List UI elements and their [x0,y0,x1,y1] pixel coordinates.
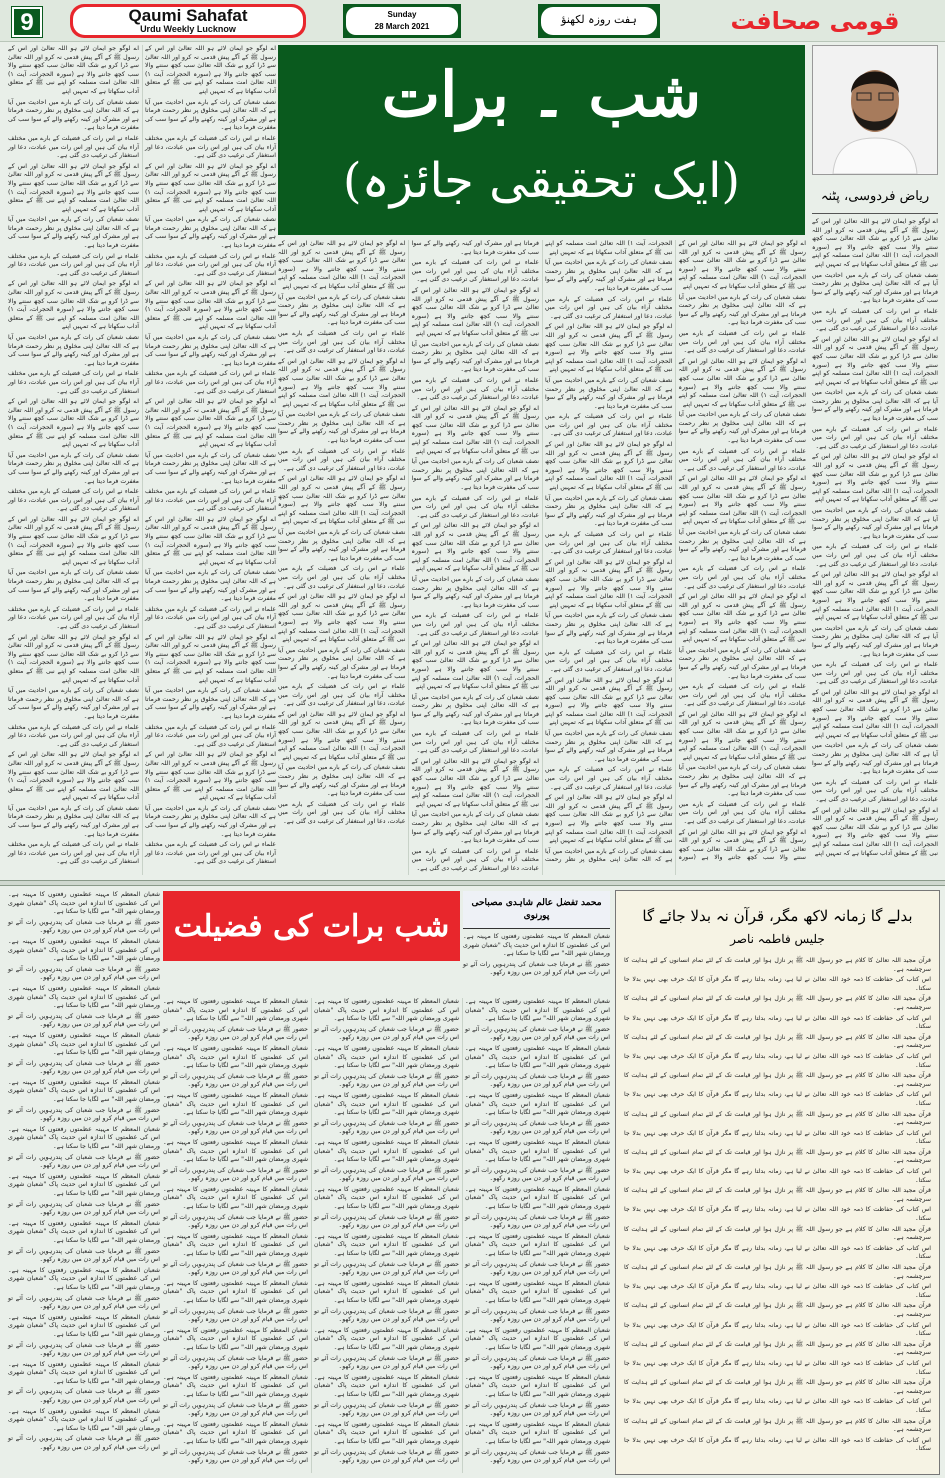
paragraph: حضور ﷺ نے فرمایا جب شعبان کی پندرہویں رات آئے تو اس رات میں قیام کرو اور دن میں روزہ رکھو۔ [8,1200,160,1217]
paragraph: نصف شعبان کی رات کے بارے میں احادیث میں آیا ہے کہ اللہ تعالیٰ اپنی مخلوق پر نظر رحمت فرماتا ہے اور مشرک اور کینہ رکھنے والے کے سوا سب کی مغفرت فرما دیتا ہے۔ [145,216,276,250]
paragraph: نصف شعبان کی رات کے بارے میں احادیث میں آیا ہے کہ اللہ تعالیٰ اپنی مخلوق پر نظر رحمت فرماتا ہے اور مشرک اور کینہ رکھنے والے کے سوا سب کی مغفرت فرما دیتا ہے۔ [678,764,806,798]
paragraph: علماء نے اس رات کی فضیلت کے بارے میں مختلف آراء بیان کی ہیں اور اس رات میں عبادت، دعا اور استغفار کی ترغیب دی گئی ہے۔ [678,683,806,708]
paragraph: قرآن مجید اللہ تعالیٰ کا کلام ہے جو رسول اللہ ﷺ پر نازل ہوا اور قیامت تک کے لئے تمام انسانوں کے لئے ہدایت کا سرچشمہ ہے۔ [624,1187,931,1203]
paragraph: اے لوگو جو ایمان لائے ہو اللہ تعالیٰ اور اس کے رسول ﷺ کے آگے پیش قدمی نہ کرو اور اللہ تعالیٰ سے ڈرا کرو بے شک اللہ تعالیٰ سب کچھ سننے والا سب کچھ جاننے والا ہے (سورہ الحجرات، آیت ۱) اللہ تعالیٰ امت مسلمہ کو اپنے نبی ﷺ کے متعلق آداب سکھاتا ہے کہ تمہیں اپنے [812,571,939,622]
lead-article-continued [8,45,276,875]
paragraph: اے لوگو جو ایمان لائے ہو اللہ تعالیٰ اور اس کے رسول ﷺ کے آگے پیش قدمی نہ کرو اور اللہ تعالیٰ سے ڈرا کرو بے شک اللہ تعالیٰ سب کچھ سننے والا سب کچھ جاننے والا ہے (سورہ الحجرات، آیت ۱) اللہ تعالیٰ امت مسلمہ کو اپنے نبی ﷺ کے متعلق آداب سکھاتا ہے کہ تمہیں اپنے [812,806,939,857]
paragraph: نصف شعبان کی رات کے بارے میں احادیث میں آیا ہے کہ اللہ تعالیٰ اپنی مخلوق پر نظر رحمت فرماتا ہے اور مشرک اور کینہ رکھنے والے کے سوا سب کی مغفرت فرما دیتا ہے۔ [278,529,406,562]
paragraph: نصف شعبان کی رات کے بارے میں احادیث میں آیا ہے کہ اللہ تعالیٰ اپنی مخلوق پر نظر رحمت فرماتا ہے اور مشرک اور کینہ رکھنے والے کے سوا سب کی مغفرت فرما دیتا ہے۔ [678,411,806,445]
paragraph: شعبان المعظم کا مہینہ عظمتوں رفعتوں کا مہینہ ہے۔ اس کی عظمتوں کا اندازہ اس حدیث پاک "شعبان شھری ورمضان شھر اللہ" سے لگایا جا سکتا ہے۔ [314,998,459,1023]
paragraph: نصف شعبان کی رات کے بارے میں احادیث میں آیا ہے کہ اللہ تعالیٰ اپنی مخلوق پر نظر رحمت فرماتا ہے اور مشرک اور کینہ رکھنے والے کے سوا سب کی مغفرت فرما دیتا ہے۔ [145,451,276,485]
paragraph: شعبان المعظم کا مہینہ عظمتوں رفعتوں کا مہینہ ہے۔ اس کی عظمتوں کا اندازہ اس حدیث پاک "شعبان شھری ورمضان شھر اللہ" سے لگایا جا سکتا ہے۔ [163,1185,308,1211]
paragraph: علماء نے اس رات کی فضیلت کے بارے میں مختلف آراء بیان کی ہیں اور اس رات میں عبادت، دعا اور استغفار کی ترغیب دی گئی ہے۔ [8,723,139,748]
weekly-label: ہفت روزہ لکھنؤ [541,7,657,35]
paragraph: اے لوگو جو ایمان لائے ہو اللہ تعالیٰ اور اس کے رسول ﷺ کے آگے پیش قدمی نہ کرو اور اللہ تعالیٰ سے ڈرا کرو بے شک اللہ تعالیٰ سب کچھ سننے والا سب کچھ جاننے والا ہے (سورہ الحجرات، آیت ۱) اللہ تعالیٰ امت مسلمہ کو اپنے نبی ﷺ کے متعلق آداب سکھاتا ہے کہ تمہیں اپنے [411,286,540,337]
section-divider [0,880,945,886]
brand-box [70,4,306,38]
paragraph: نصف شعبان کی رات کے بارے میں احادیث میں آیا ہے کہ اللہ تعالیٰ اپنی مخلوق پر نظر رحمت فرماتا ہے اور مشرک اور کینہ رکھنے والے کے سوا سب کی مغفرت فرما دیتا ہے۔ [145,334,276,367]
lead-headline [278,45,805,235]
paragraph: اس کتاب کی حفاظت کا ذمہ خود اللہ تعالیٰ نے لیا ہے، زمانہ بدلتا رہے گا مگر قرآن کا ایک حرف بھی نہیں بدلا جا سکتا۔ [624,1359,931,1376]
paragraph: اے لوگو جو ایمان لائے ہو اللہ تعالیٰ اور اس کے رسول ﷺ کے آگے پیش قدمی نہ کرو اور اللہ تعالیٰ سے ڈرا کرو بے شک اللہ تعالیٰ سب کچھ سننے والا سب کچھ جاننے والا ہے (سورہ الحجرات، آیت ۱) اللہ تعالیٰ امت مسلمہ کو اپنے نبی ﷺ کے متعلق آداب سکھاتا ہے کہ تمہیں اپنے [8,633,139,684]
paragraph: علماء نے اس رات کی فضیلت کے بارے میں مختلف آراء بیان کی ہیں اور اس رات میں عبادت، دعا اور استغفار کی ترغیب دی گئی ہے۔ [8,605,139,630]
paragraph: علماء نے اس رات کی فضیلت کے بارے میں مختلف آراء بیان کی ہیں اور اس رات میں عبادت، دعا اور استغفار کی ترغیب دی گئی ہے۔ [545,766,673,791]
article-three-box [615,890,940,1475]
paragraph: علماء نے اس رات کی فضیلت کے بارے میں مختلف آراء بیان کی ہیں اور اس رات میں عبادت، دعا اور استغفار کی ترغیب دی گئی ہے۔ [411,847,539,872]
paragraph: اے لوگو جو ایمان لائے ہو اللہ تعالیٰ اور اس کے رسول ﷺ کے آگے پیش قدمی نہ کرو اور اللہ تعالیٰ سے ڈرا کرو بے شک اللہ تعالیٰ سب کچھ سننے والا سب کچھ جاننے والا ہے (سورہ الحجرات، آیت ۱) اللہ تعالیٰ امت مسلمہ کو اپنے نبی ﷺ کے متعلق آداب سکھاتا ہے کہ تمہیں اپنے [678,710,807,761]
paragraph: حضور ﷺ نے فرمایا جب شعبان کی پندرہویں رات آئے تو اس رات میں قیام کرو اور دن میں روزہ رکھو۔ [314,1166,459,1183]
paragraph: نصف شعبان کی رات کے بارے میں احادیث میں آیا ہے کہ اللہ تعالیٰ اپنی مخلوق پر نظر رحمت فرماتا ہے اور مشرک اور کینہ رکھنے والے کے سوا سب کی مغفرت فرما دیتا ہے۔ [812,624,938,658]
paragraph: شعبان المعظم کا مہینہ عظمتوں رفعتوں کا مہینہ ہے۔ اس کی عظمتوں کا اندازہ اس حدیث پاک "شعبان شھری ورمضان شھر اللہ" سے لگایا جا سکتا ہے۔ [465,1091,610,1117]
paragraph: شعبان المعظم کا مہینہ عظمتوں رفعتوں کا مہینہ ہے۔ اس کی عظمتوں کا اندازہ اس حدیث پاک "شعبان شھری ورمضان شھر اللہ" سے لگایا جا سکتا ہے۔ [8,1407,160,1432]
date-box [343,4,461,38]
paragraph: نصف شعبان کی رات کے بارے میں احادیث میں آیا ہے کہ اللہ تعالیٰ اپنی مخلوق پر نظر رحمت فرماتا ہے اور مشرک اور کینہ رکھنے والے کے سوا سب کی مغفرت فرما دیتا ہے۔ [145,98,276,132]
paragraph: علماء نے اس رات کی فضیلت کے بارے میں مختلف آراء بیان کی ہیں اور اس رات میں عبادت، دعا اور استغفار کی ترغیب دی گئی ہے۔ [411,612,539,637]
paragraph: اے لوگو جو ایمان لائے ہو اللہ تعالیٰ اور اس کے رسول ﷺ کے آگے پیش قدمی نہ کرو اور اللہ تعالیٰ سے ڈرا کرو بے شک اللہ تعالیٰ سب کچھ سننے والا سب کچھ جاننے والا ہے (سورہ الحجرات، آیت ۱) اللہ تعالیٰ امت مسلمہ کو اپنے نبی ﷺ کے متعلق آداب سکھاتا ہے کہ تمہیں اپنے [411,757,540,808]
paragraph: اس کتاب کی حفاظت کا ذمہ خود اللہ تعالیٰ نے لیا ہے، زمانہ بدلتا رہے گا مگر قرآن کا ایک حرف بھی نہیں بدلا جا سکتا۔ [624,1129,931,1146]
paragraph: شعبان المعظم کا مہینہ عظمتوں رفعتوں کا مہینہ ہے۔ اس کی عظمتوں کا اندازہ اس حدیث پاک "شعبان شھری ورمضان شھر اللہ" سے لگایا جا سکتا ہے۔ [163,1420,308,1445]
paragraph: اے لوگو جو ایمان لائے ہو اللہ تعالیٰ اور اس کے رسول ﷺ کے آگے پیش قدمی نہ کرو اور اللہ تعالیٰ سے ڈرا کرو بے شک اللہ تعالیٰ سب کچھ سننے والا سب کچھ جاننے والا ہے (سورہ الحجرات، آیت ۱) اللہ تعالیٰ امت مسلمہ کو اپنے نبی ﷺ کے متعلق آداب سکھاتا ہے کہ تمہیں اپنے [145,398,276,449]
paragraph: شعبان المعظم کا مہینہ عظمتوں رفعتوں کا مہینہ ہے۔ اس کی عظمتوں کا اندازہ اس حدیث پاک "شعبان شھری ورمضان شھر اللہ" سے لگایا جا سکتا ہے۔ [314,1420,459,1445]
paragraph: شعبان المعظم کا مہینہ عظمتوں رفعتوں کا مہینہ ہے۔ اس کی عظمتوں کا اندازہ اس حدیث پاک "شعبان شھری ورمضان شھر اللہ" سے لگایا جا سکتا ہے۔ [314,1138,459,1164]
paragraph: حضور ﷺ نے فرمایا جب شعبان کی پندرہویں رات آئے تو اس رات میں قیام کرو اور دن میں روزہ رکھو۔ [314,1072,459,1089]
paragraph: اے لوگو جو ایمان لائے ہو اللہ تعالیٰ اور اس کے رسول ﷺ کے آگے پیش قدمی نہ کرو اور اللہ تعالیٰ سے ڈرا کرو بے شک اللہ تعالیٰ سب کچھ سننے والا سب کچھ جاننے والا ہے (سورہ الحجرات، آیت ۱) اللہ تعالیٰ امت مسلمہ کو اپنے نبی ﷺ کے متعلق آداب سکھاتا ہے کہ تمہیں اپنے [678,475,807,526]
paragraph: حضور ﷺ نے فرمایا جب شعبان کی پندرہویں رات آئے تو اس رات میں قیام کرو اور دن میں روزہ رکھو۔ [163,1166,308,1183]
article-two-body [163,998,610,1473]
paragraph: علماء نے اس رات کی فضیلت کے بارے میں مختلف آراء بیان کی ہیں اور اس رات میں عبادت، دعا اور استغفار کی ترغیب دی گئی ہے۔ [812,778,938,803]
paragraph: حضور ﷺ نے فرمایا جب شعبان کی پندرہویں رات آئے تو اس رات میں قیام کرو اور دن میں روزہ رکھو۔ [465,1354,610,1371]
paragraph: نصف شعبان کی رات کے بارے میں احادیث میں آیا ہے کہ اللہ تعالیٰ اپنی مخلوق پر نظر رحمت فرماتا ہے اور مشرک اور کینہ رکھنے والے کے سوا سب کی مغفرت فرما دیتا ہے۔ [278,764,406,798]
paragraph: شعبان المعظم کا مہینہ عظمتوں رفعتوں کا مہینہ ہے۔ اس کی عظمتوں کا اندازہ اس حدیث پاک "شعبان شھری ورمضان شھر اللہ" سے لگایا جا سکتا ہے۔ [8,891,160,916]
paragraph: شعبان المعظم کا مہینہ عظمتوں رفعتوں کا مہینہ ہے۔ اس کی عظمتوں کا اندازہ اس حدیث پاک "شعبان شھری ورمضان شھر اللہ" سے لگایا جا سکتا ہے۔ [465,1326,610,1351]
paragraph: قرآن مجید اللہ تعالیٰ کا کلام ہے جو رسول اللہ ﷺ پر نازل ہوا اور قیامت تک کے لئے تمام انسانوں کے لئے ہدایت کا سرچشمہ ہے۔ [624,1340,931,1357]
paragraph: علماء نے اس رات کی فضیلت کے بارے میں مختلف آراء بیان کی ہیں اور اس رات میں عبادت، دعا اور استغفار کی ترغیب دی گئی ہے۔ [678,800,806,825]
paragraph: اے لوگو جو ایمان لائے ہو اللہ تعالیٰ اور اس کے رسول ﷺ کے آگے پیش قدمی نہ کرو اور اللہ تعالیٰ سے ڈرا کرو بے شک اللہ تعالیٰ سب کچھ سننے والا سب کچھ جاننے والا ہے (سورہ الحجرات، آیت ۱) اللہ تعالیٰ امت مسلمہ کو اپنے نبی ﷺ کے متعلق آداب سکھاتا ہے کہ تمہیں اپنے [278,357,406,408]
paragraph: نصف شعبان کی رات کے بارے میں احادیث میں آیا ہے کہ اللہ تعالیٰ اپنی مخلوق پر نظر رحمت فرماتا ہے اور مشرک اور کینہ رکھنے والے کے سوا سب کی مغفرت فرما دیتا ہے۔ [278,411,406,445]
paragraph: اے لوگو جو ایمان لائے ہو اللہ تعالیٰ اور اس کے رسول ﷺ کے آگے پیش قدمی نہ کرو اور اللہ تعالیٰ سے ڈرا کرو بے شک اللہ تعالیٰ سب کچھ سننے والا سب کچھ جاننے والا ہے (سورہ الحجرات، آیت ۱) اللہ تعالیٰ امت مسلمہ کو اپنے نبی ﷺ کے متعلق آداب سکھاتا ہے کہ تمہیں اپنے [545,676,673,727]
paragraph: علماء نے اس رات کی فضیلت کے بارے میں مختلف آراء بیان کی ہیں اور اس رات میں عبادت، دعا اور استغفار کی ترغیب دی گئی ہے۔ [812,307,938,333]
paragraph: اے لوگو جو ایمان لائے ہو اللہ تعالیٰ اور اس کے رسول ﷺ کے آگے پیش قدمی نہ کرو اور اللہ تعالیٰ سے ڈرا کرو بے شک اللہ تعالیٰ سب کچھ سننے والا سب کچھ جاننے والا ہے (سورہ الحجرات، آیت ۱) اللہ تعالیٰ امت مسلمہ کو اپنے نبی ﷺ کے متعلق آداب سکھاتا ہے کہ تمہیں اپنے [812,688,939,739]
paragraph: اس کتاب کی حفاظت کا ذمہ خود اللہ تعالیٰ نے لیا ہے، زمانہ بدلتا رہے گا مگر قرآن کا ایک حرف بھی نہیں بدلا جا سکتا۔ [624,1244,931,1261]
paragraph: حضور ﷺ نے فرمایا جب شعبان کی پندرہویں رات آئے تو اس رات میں قیام کرو اور دن میں روزہ رکھو۔ [465,1166,610,1183]
paragraph: اے لوگو جو ایمان لائے ہو اللہ تعالیٰ اور اس کے رسول ﷺ کے آگے پیش قدمی نہ کرو اور اللہ تعالیٰ سے ڈرا کرو بے شک اللہ تعالیٰ سب کچھ سننے والا سب کچھ جاننے والا ہے (سورہ الحجرات، آیت ۱) اللہ تعالیٰ امت مسلمہ کو اپنے نبی ﷺ کے متعلق آداب سکھاتا ہے کہ تمہیں اپنے [8,280,139,331]
paragraph: حضور ﷺ نے فرمایا جب شعبان کی پندرہویں رات آئے تو اس رات میں قیام کرو اور دن میں روزہ رکھو۔ [465,1072,610,1089]
lead-subtitle: (ایک تحقیقی جائزہ) [342,153,741,209]
paragraph: اے لوگو جو ایمان لائے ہو اللہ تعالیٰ اور اس کے رسول ﷺ کے آگے پیش قدمی نہ کرو اور اللہ تعالیٰ سے ڈرا کرو بے شک اللہ تعالیٰ سب کچھ سننے والا سب کچھ جاننے والا ہے (سورہ الحجرات، آیت ۱) اللہ تعالیٰ امت مسلمہ کو اپنے نبی ﷺ کے متعلق آداب سکھاتا ہے کہ تمہیں اپنے [812,335,939,386]
paragraph: حضور ﷺ نے فرمایا جب شعبان کی پندرہویں رات آئے تو اس رات میں قیام کرو اور دن میں روزہ رکھو۔ [8,1435,160,1452]
paragraph: شعبان المعظم کا مہینہ عظمتوں رفعتوں کا مہینہ ہے۔ اس کی عظمتوں کا اندازہ اس حدیث پاک "شعبان شھری ورمضان شھر اللہ" سے لگایا جا سکتا ہے۔ [8,1266,160,1291]
issue-date: 28 March 2021 [374,22,430,31]
paragraph: اے لوگو جو ایمان لائے ہو اللہ تعالیٰ اور اس کے رسول ﷺ کے آگے پیش قدمی نہ کرو اور اللہ تعالیٰ سے ڈرا کرو بے شک اللہ تعالیٰ سب کچھ سننے والا سب کچھ جاننے والا ہے (سورہ الحجرات، آیت ۱) اللہ تعالیٰ امت مسلمہ کو اپنے نبی ﷺ کے متعلق آداب سکھاتا ہے کہ تمہیں اپنے [145,280,276,331]
article-two-intro [463,933,610,993]
paragraph: علماء نے اس رات کی فضیلت کے بارے میں مختلف آراء بیان کی ہیں اور اس رات میں عبادت، دعا اور استغفار کی ترغیب دی گئی ہے۔ [8,841,139,866]
paragraph: حضور ﷺ نے فرمایا جب شعبان کی پندرہویں رات آئے تو اس رات میں قیام کرو اور دن میں روزہ رکھو۔ [463,960,610,977]
paragraph: نصف شعبان کی رات کے بارے میں احادیث میں آیا ہے کہ اللہ تعالیٰ اپنی مخلوق پر نظر رحمت فرماتا ہے اور مشرک اور کینہ رکھنے والے کے سوا سب کی مغفرت فرما دیتا ہے۔ [545,612,673,646]
paragraph: شعبان المعظم کا مہینہ عظمتوں رفعتوں کا مہینہ ہے۔ اس کی عظمتوں کا اندازہ اس حدیث پاک "شعبان شھری ورمضان شھر اللہ" سے لگایا جا سکتا ہے۔ [465,1420,610,1445]
paragraph: اے لوگو جو ایمان لائے ہو اللہ تعالیٰ اور اس کے رسول ﷺ کے آگے پیش قدمی نہ کرو اور اللہ تعالیٰ سے ڈرا کرو بے شک اللہ تعالیٰ سب کچھ سننے والا سب کچھ جاننے والا ہے (سورہ الحجرات، آیت ۱) اللہ تعالیٰ امت مسلمہ کو اپنے نبی ﷺ کے متعلق آداب سکھاتا ہے کہ تمہیں اپنے [545,558,673,609]
paragraph: علماء نے اس رات کی فضیلت کے بارے میں مختلف آراء بیان کی ہیں اور اس رات میں عبادت، دعا اور استغفار کی ترغیب دی گئی ہے۔ [545,295,673,320]
paragraph: علماء نے اس رات کی فضیلت کے بارے میں مختلف آراء بیان کی ہیں اور اس رات میں عبادت، دعا اور استغفار کی ترغیب دی گئی ہے۔ [145,252,276,277]
paragraph: حضور ﷺ نے فرمایا جب شعبان کی پندرہویں رات آئے تو اس رات میں قیام کرو اور دن میں روزہ رکھو۔ [465,1213,610,1230]
paragraph: علماء نے اس رات کی فضیلت کے بارے میں مختلف آراء بیان کی ہیں اور اس رات میں عبادت، دعا اور استغفار کی ترغیب دی گئی ہے۔ [411,730,539,755]
paragraph: حضور ﷺ نے فرمایا جب شعبان کی پندرہویں رات آئے تو اس رات میں قیام کرو اور دن میں روزہ رکھو۔ [465,1260,610,1277]
lead-article-body [278,240,806,875]
paragraph: اے لوگو جو ایمان لائے ہو اللہ تعالیٰ اور اس کے رسول ﷺ کے آگے پیش قدمی نہ کرو اور اللہ تعالیٰ سے ڈرا کرو بے شک اللہ تعالیٰ سب کچھ سننے والا سب کچھ جاننے والا ہے (سورہ الحجرات، آیت ۱) اللہ تعالیٰ امت مسلمہ کو اپنے نبی ﷺ کے متعلق آداب سکھاتا ہے کہ تمہیں اپنے [411,404,540,455]
paragraph: نصف شعبان کی رات کے بارے میں احادیث میں آیا ہے کہ اللہ تعالیٰ اپنی مخلوق پر نظر رحمت فرماتا ہے اور مشرک اور کینہ رکھنے والے کے سوا سب کی مغفرت فرما دیتا ہے۔ [411,458,539,492]
paragraph: حضور ﷺ نے فرمایا جب شعبان کی پندرہویں رات آئے تو اس رات میں قیام کرو اور دن میں روزہ رکھو۔ [163,1354,308,1371]
paragraph: حضور ﷺ نے فرمایا جب شعبان کی پندرہویں رات آئے تو اس رات میں قیام کرو اور دن میں روزہ رکھو۔ [314,1213,459,1230]
paragraph: اے لوگو جو ایمان لائے ہو اللہ تعالیٰ اور اس کے رسول ﷺ کے آگے پیش قدمی نہ کرو اور اللہ تعالیٰ سے ڈرا کرو بے شک اللہ تعالیٰ سب کچھ سننے والا سب کچھ جاننے والا ہے (سورہ الحجرات، آیت ۱) اللہ تعالیٰ امت مسلمہ کو اپنے نبی ﷺ کے متعلق آداب سکھاتا ہے کہ تمہیں اپنے [145,751,276,802]
paragraph: نصف شعبان کی رات کے بارے میں احادیث میں آیا ہے کہ اللہ تعالیٰ اپنی مخلوق پر نظر رحمت فرماتا ہے اور مشرک اور کینہ رکھنے والے کے سوا سب کی مغفرت فرما دیتا ہے۔ [145,804,276,838]
paragraph: نصف شعبان کی رات کے بارے میں احادیث میں آیا ہے کہ اللہ تعالیٰ اپنی مخلوق پر نظر رحمت فرماتا ہے اور مشرک اور کینہ رکھنے والے کے سوا سب کی مغفرت فرما دیتا ہے۔ [278,646,406,680]
brand-subtitle: Urdu Weekly Lucknow [140,24,236,34]
paragraph: شعبان المعظم کا مہینہ عظمتوں رفعتوں کا مہینہ ہے۔ اس کی عظمتوں کا اندازہ اس حدیث پاک "شعبان شھری ورمضان شھر اللہ" سے لگایا جا سکتا ہے۔ [8,1360,160,1385]
paragraph: حضور ﷺ نے فرمایا جب شعبان کی پندرہویں رات آئے تو اس رات میں قیام کرو اور دن میں روزہ رکھو۔ [314,1401,459,1418]
paragraph: نصف شعبان کی رات کے بارے میں احادیث میں آیا ہے کہ اللہ تعالیٰ اپنی مخلوق پر نظر رحمت فرماتا ہے اور مشرک اور کینہ رکھنے والے کے سوا سب کی مغفرت فرما دیتا ہے۔ [8,334,139,367]
paragraph: علماء نے اس رات کی فضیلت کے بارے میں مختلف آراء بیان کی ہیں اور اس رات میں عبادت، دعا اور استغفار کی ترغیب دی گئی ہے۔ [8,488,139,513]
paragraph: نصف شعبان کی رات کے بارے میں احادیث میں آیا ہے کہ اللہ تعالیٰ اپنی مخلوق پر نظر رحمت فرماتا ہے اور مشرک اور کینہ رکھنے والے کے سوا سب کی مغفرت فرما دیتا ہے۔ [411,240,673,864]
paragraph: علماء نے اس رات کی فضیلت کے بارے میں مختلف آراء بیان کی ہیں اور اس رات میں عبادت، دعا اور استغفار کی ترغیب دی گئی ہے۔ [278,447,406,472]
paragraph: نصف شعبان کی رات کے بارے میں احادیث میں آیا ہے کہ اللہ تعالیٰ اپنی مخلوق پر نظر رحمت فرماتا ہے اور مشرک اور کینہ رکھنے والے کے سوا سب کی مغفرت فرما دیتا ہے۔ [8,569,139,603]
masthead [0,0,945,42]
paragraph: قرآن مجید اللہ تعالیٰ کا کلام ہے جو رسول اللہ ﷺ پر نازل ہوا اور قیامت تک کے لئے تمام انسانوں کے لئے ہدایت کا سرچشمہ ہے۔ [624,1072,931,1088]
paragraph: نصف شعبان کی رات کے بارے میں احادیث میں آیا ہے کہ اللہ تعالیٰ اپنی مخلوق پر نظر رحمت فرماتا ہے اور مشرک اور کینہ رکھنے والے کے سوا سب کی مغفرت فرما دیتا ہے۔ [812,507,938,540]
paragraph: اے لوگو جو ایمان لائے ہو اللہ تعالیٰ اور اس کے رسول ﷺ کے آگے پیش قدمی نہ کرو اور اللہ تعالیٰ سے ڈرا کرو بے شک اللہ تعالیٰ سب کچھ سننے والا سب کچھ جاننے والا ہے (سورہ الحجرات، آیت ۱) اللہ تعالیٰ امت مسلمہ کو اپنے نبی ﷺ کے متعلق آداب سکھاتا ہے کہ تمہیں اپنے [8,162,139,213]
paragraph: حضور ﷺ نے فرمایا جب شعبان کی پندرہویں رات آئے تو اس رات میں قیام کرو اور دن میں روزہ رکھو۔ [8,1012,160,1029]
page-number: 9 [12,7,42,37]
paragraph: علماء نے اس رات کی فضیلت کے بارے میں مختلف آراء بیان کی ہیں اور اس رات میں عبادت، دعا اور استغفار کی ترغیب دی گئی ہے۔ [145,723,276,748]
article-three-title: بدلے گا زمانہ لاکھ مگر، قرآن نہ بدلا جائے گا [642,907,913,925]
paragraph: اے لوگو جو ایمان لائے ہو اللہ تعالیٰ اور اس کے رسول ﷺ کے آگے پیش قدمی نہ کرو اور اللہ تعالیٰ سے ڈرا کرو بے شک اللہ تعالیٰ سب کچھ سننے والا سب کچھ جاننے والا ہے (سورہ الحجرات، آیت ۱) اللہ تعالیٰ امت مسلمہ کو اپنے نبی ﷺ کے متعلق آداب سکھاتا ہے کہ تمہیں اپنے [278,475,406,526]
paragraph: نصف شعبان کی رات کے بارے میں احادیث میں آیا ہے کہ اللہ تعالیٰ اپنی مخلوق پر نظر رحمت فرماتا ہے اور مشرک اور کینہ رکھنے والے کے سوا سب کی مغفرت فرما دیتا ہے۔ [8,687,139,720]
paragraph: علماء نے اس رات کی فضیلت کے بارے میں مختلف آراء بیان کی ہیں اور اس رات میں عبادت، دعا اور استغفار کی ترغیب دی گئی ہے۔ [812,661,938,686]
paragraph: اے لوگو جو ایمان لائے ہو اللہ تعالیٰ اور اس کے رسول ﷺ کے آگے پیش قدمی نہ کرو اور اللہ تعالیٰ سے ڈرا کرو بے شک اللہ تعالیٰ سب کچھ سننے والا سب کچھ جاننے والا ہے (سورہ الحجرات، آیت ۱) اللہ تعالیٰ امت مسلمہ کو اپنے نبی ﷺ کے متعلق آداب سکھاتا ہے کہ تمہیں اپنے [145,45,276,95]
paragraph: نصف شعبان کی رات کے بارے میں احادیث میں آیا ہے کہ اللہ تعالیٰ اپنی مخلوق پر نظر رحمت فرماتا ہے اور مشرک اور کینہ رکھنے والے کے سوا سب کی مغفرت فرما دیتا ہے۔ [411,575,539,609]
paragraph: اے لوگو جو ایمان لائے ہو اللہ تعالیٰ اور اس کے رسول ﷺ کے آگے پیش قدمی نہ کرو اور اللہ تعالیٰ سے ڈرا کرو بے شک اللہ تعالیٰ سب کچھ سننے والا سب کچھ جاننے والا ہے (سورہ الحجرات، آیت ۱) اللہ تعالیٰ امت مسلمہ کو اپنے نبی ﷺ کے متعلق آداب سکھاتا ہے کہ تمہیں اپنے [678,357,807,408]
paragraph: نصف شعبان کی رات کے بارے میں احادیث میں آیا ہے کہ اللہ تعالیٰ اپنی مخلوق پر نظر رحمت فرماتا ہے اور مشرک اور کینہ رکھنے والے کے سوا سب کی مغفرت فرما دیتا ہے۔ [8,98,139,132]
paragraph: شعبان المعظم کا مہینہ عظمتوں رفعتوں کا مہینہ ہے۔ اس کی عظمتوں کا اندازہ اس حدیث پاک "شعبان شھری ورمضان شھر اللہ" سے لگایا جا سکتا ہے۔ [163,1326,308,1351]
paragraph: شعبان المعظم کا مہینہ عظمتوں رفعتوں کا مہینہ ہے۔ اس کی عظمتوں کا اندازہ اس حدیث پاک "شعبان شھری ورمضان شھر اللہ" سے لگایا جا سکتا ہے۔ [163,1044,308,1070]
urdu-logo: قومی صحافت [730,7,900,35]
paragraph: علماء نے اس رات کی فضیلت کے بارے میں مختلف آراء بیان کی ہیں اور اس رات میں عبادت، دعا اور استغفار کی ترغیب دی گئی ہے۔ [411,494,539,519]
paragraph: شعبان المعظم کا مہینہ عظمتوں رفعتوں کا مہینہ ہے۔ اس کی عظمتوں کا اندازہ اس حدیث پاک "شعبان شھری ورمضان شھر اللہ" سے لگایا جا سکتا ہے۔ [465,998,610,1023]
paragraph: اے لوگو جو ایمان لائے ہو اللہ تعالیٰ اور اس کے رسول ﷺ کے آگے پیش قدمی نہ کرو اور اللہ تعالیٰ سے ڈرا کرو بے شک اللہ تعالیٰ سب کچھ سننے والا سب کچھ جاننے والا ہے (سورہ الحجرات، آیت ۱) اللہ تعالیٰ امت مسلمہ کو اپنے نبی ﷺ کے متعلق آداب سکھاتا ہے کہ تمہیں اپنے [278,710,406,761]
paragraph: نصف شعبان کی رات کے بارے میں احادیث میں آیا ہے کہ اللہ تعالیٰ اپنی مخلوق پر نظر رحمت فرماتا ہے اور مشرک اور کینہ رکھنے والے کے سوا سب کی مغفرت فرما دیتا ہے۔ [678,529,806,562]
paragraph: حضور ﷺ نے فرمایا جب شعبان کی پندرہویں رات آئے تو اس رات میں قیام کرو اور دن میں روزہ رکھو۔ [8,1247,160,1264]
paragraph: اس کتاب کی حفاظت کا ذمہ خود اللہ تعالیٰ نے لیا ہے، زمانہ بدلتا رہے گا مگر قرآن کا ایک حرف بھی نہیں بدلا جا سکتا۔ [624,1398,931,1414]
paragraph: علماء نے اس رات کی فضیلت کے بارے میں مختلف آراء بیان کی ہیں اور اس رات میں عبادت، دعا اور استغفار کی ترغیب دی گئی ہے۔ [411,259,539,284]
paragraph: نصف شعبان کی رات کے بارے میں احادیث میں آیا ہے کہ اللہ تعالیٰ اپنی مخلوق پر نظر رحمت فرماتا ہے اور مشرک اور کینہ رکھنے والے کے سوا سب کی مغفرت فرما دیتا ہے۔ [812,742,938,776]
paragraph: شعبان المعظم کا مہینہ عظمتوں رفعتوں کا مہینہ ہے۔ اس کی عظمتوں کا اندازہ اس حدیث پاک "شعبان شھری ورمضان شھر اللہ" سے لگایا جا سکتا ہے۔ [163,1373,308,1398]
paragraph: قرآن مجید اللہ تعالیٰ کا کلام ہے جو رسول اللہ ﷺ پر نازل ہوا اور قیامت تک کے لئے تمام انسانوں کے لئے ہدایت کا سرچشمہ ہے۔ [624,1110,931,1127]
paragraph: حضور ﷺ نے فرمایا جب شعبان کی پندرہویں رات آئے تو اس رات میں قیام کرو اور دن میں روزہ رکھو۔ [163,1213,308,1230]
paragraph: حضور ﷺ نے فرمایا جب شعبان کی پندرہویں رات آئے تو اس رات میں قیام کرو اور دن میں روزہ رکھو۔ [465,1307,610,1324]
paragraph: نصف شعبان کی رات کے بارے میں احادیث میں آیا ہے کہ اللہ تعالیٰ اپنی مخلوق پر نظر رحمت فرماتا ہے اور مشرک اور کینہ رکھنے والے کے سوا سب کی مغفرت فرما دیتا ہے۔ [678,646,806,680]
paragraph: علماء نے اس رات کی فضیلت کے بارے میں مختلف آراء بیان کی ہیں اور اس رات میں عبادت، دعا اور استغفار کی ترغیب دی گئی ہے۔ [145,488,276,513]
paragraph: حضور ﷺ نے فرمایا جب شعبان کی پندرہویں رات آئے تو اس رات میں قیام کرو اور دن میں روزہ رکھو۔ [8,1106,160,1123]
brand-title: Qaumi Sahafat [128,6,248,25]
paragraph: علماء نے اس رات کی فضیلت کے بارے میں مختلف آراء بیان کی ہیں اور اس رات میں عبادت، دعا اور استغفار کی ترغیب دی گئی ہے۔ [145,841,276,866]
paragraph: حضور ﷺ نے فرمایا جب شعبان کی پندرہویں رات آئے تو اس رات میں قیام کرو اور دن میں روزہ رکھو۔ [8,1341,160,1358]
paragraph: نصف شعبان کی رات کے بارے میں احادیث میں آیا ہے کہ اللہ تعالیٰ اپنی مخلوق پر نظر رحمت فرماتا ہے اور مشرک اور کینہ رکھنے والے کے سوا سب کی مغفرت فرما دیتا ہے۔ [278,293,406,327]
paragraph: اے لوگو جو ایمان لائے ہو اللہ تعالیٰ اور اس کے رسول ﷺ کے آگے پیش قدمی نہ کرو اور اللہ تعالیٰ سے ڈرا کرو بے شک اللہ تعالیٰ سب کچھ سننے والا سب کچھ جاننے والا ہے (سورہ الحجرات، آیت ۱) اللہ تعالیٰ امت مسلمہ کو اپنے نبی ﷺ کے متعلق آداب سکھاتا ہے کہ تمہیں اپنے [278,593,406,644]
paragraph: نصف شعبان کی رات کے بارے میں احادیث میں آیا ہے کہ اللہ تعالیٰ اپنی مخلوق پر نظر رحمت فرماتا ہے اور مشرک اور کینہ رکھنے والے کے سوا سب کی مغفرت فرما دیتا ہے۔ [145,687,276,720]
paragraph: شعبان المعظم کا مہینہ عظمتوں رفعتوں کا مہینہ ہے۔ اس کی عظمتوں کا اندازہ اس حدیث پاک "شعبان شھری ورمضان شھر اللہ" سے لگایا جا سکتا ہے۔ [8,1125,160,1151]
paragraph: حضور ﷺ نے فرمایا جب شعبان کی پندرہویں رات آئے تو اس رات میں قیام کرو اور دن میں روزہ رکھو۔ [8,965,160,982]
weekly-box [538,4,660,38]
paragraph: اس کتاب کی حفاظت کا ذمہ خود اللہ تعالیٰ نے لیا ہے، زمانہ بدلتا رہے گا مگر قرآن کا ایک حرف بھی نہیں بدلا جا سکتا۔ [624,1052,931,1069]
paragraph: اے لوگو جو ایمان لائے ہو اللہ تعالیٰ اور اس کے رسول ﷺ کے آگے پیش قدمی نہ کرو اور اللہ تعالیٰ سے ڈرا کرو بے شک اللہ تعالیٰ سب کچھ سننے والا سب کچھ جاننے والا ہے (سورہ الحجرات، آیت ۱) اللہ تعالیٰ امت مسلمہ کو اپنے نبی ﷺ کے متعلق آداب سکھاتا ہے کہ تمہیں اپنے [8,398,139,449]
paragraph: شعبان المعظم کا مہینہ عظمتوں رفعتوں کا مہینہ ہے۔ اس کی عظمتوں کا اندازہ اس حدیث پاک "شعبان شھری ورمضان شھر اللہ" سے لگایا جا سکتا ہے۔ [463,933,610,958]
paragraph: شعبان المعظم کا مہینہ عظمتوں رفعتوں کا مہینہ ہے۔ اس کی عظمتوں کا اندازہ اس حدیث پاک "شعبان شھری ورمضان شھر اللہ" سے لگایا جا سکتا ہے۔ [465,1044,610,1070]
paragraph: حضور ﷺ نے فرمایا جب شعبان کی پندرہویں رات آئے تو اس رات میں قیام کرو اور دن میں روزہ رکھو۔ [8,1059,160,1076]
paragraph: اے لوگو جو ایمان لائے ہو اللہ تعالیٰ اور اس کے رسول ﷺ کے آگے پیش قدمی نہ کرو اور اللہ تعالیٰ سے ڈرا کرو بے شک اللہ تعالیٰ سب کچھ سننے والا سب کچھ جاننے والا ہے (سورہ الحجرات، آیت ۱) اللہ تعالیٰ امت مسلمہ کو اپنے نبی ﷺ کے متعلق آداب سکھاتا ہے کہ تمہیں اپنے [678,593,807,644]
paragraph: شعبان المعظم کا مہینہ عظمتوں رفعتوں کا مہینہ ہے۔ اس کی عظمتوں کا اندازہ اس حدیث پاک "شعبان شھری ورمضان شھر اللہ" سے لگایا جا سکتا ہے۔ [163,1138,308,1164]
paragraph: نصف شعبان کی رات کے بارے میں احادیث میں آیا ہے کہ اللہ تعالیٰ اپنی مخلوق پر نظر رحمت فرماتا ہے اور مشرک اور کینہ رکھنے والے کے سوا سب کی مغفرت فرما دیتا ہے۔ [411,811,539,845]
paragraph: شعبان المعظم کا مہینہ عظمتوں رفعتوں کا مہینہ ہے۔ اس کی عظمتوں کا اندازہ اس حدیث پاک "شعبان شھری ورمضان شھر اللہ" سے لگایا جا سکتا ہے۔ [465,1232,610,1258]
paragraph: حضور ﷺ نے فرمایا جب شعبان کی پندرہویں رات آئے تو اس رات میں قیام کرو اور دن میں روزہ رکھو۔ [163,1260,308,1277]
paragraph: شعبان المعظم کا مہینہ عظمتوں رفعتوں کا مہینہ ہے۔ اس کی عظمتوں کا اندازہ اس حدیث پاک "شعبان شھری ورمضان شھر اللہ" سے لگایا جا سکتا ہے۔ [8,1031,160,1057]
paragraph: قرآن مجید اللہ تعالیٰ کا کلام ہے جو رسول اللہ ﷺ پر نازل ہوا اور قیامت تک کے لئے تمام انسانوں کے لئے ہدایت کا سرچشمہ ہے۔ [624,995,931,1011]
paragraph: قرآن مجید اللہ تعالیٰ کا کلام ہے جو رسول اللہ ﷺ پر نازل ہوا اور قیامت تک کے لئے تمام انسانوں کے لئے ہدایت کا سرچشمہ ہے۔ [624,1264,931,1280]
author-portrait-icon [813,46,937,174]
paragraph: علماء نے اس رات کی فضیلت کے بارے میں مختلف آراء بیان کی ہیں اور اس رات میں عبادت، دعا اور استغفار کی ترغیب دی گئی ہے۔ [678,565,806,590]
article-two-author: محمد تفضل عالم شاہدی مصباحی پورنوی [463,891,610,929]
paragraph: اے لوگو جو ایمان لائے ہو اللہ تعالیٰ اور اس کے رسول ﷺ کے آگے پیش قدمی نہ کرو اور اللہ تعالیٰ سے ڈرا کرو بے شک اللہ تعالیٰ سب کچھ سننے والا سب کچھ جاننے والا ہے (سورہ الحجرات، آیت ۱) اللہ تعالیٰ امت مسلمہ کو اپنے نبی ﷺ کے متعلق آداب سکھاتا ہے کہ تمہیں اپنے [145,633,276,684]
article-two-title: شب برات کی فضیلت [163,891,460,961]
paragraph: حضور ﷺ نے فرمایا جب شعبان کی پندرہویں رات آئے تو اس رات میں قیام کرو اور دن میں روزہ رکھو۔ [8,1294,160,1311]
paragraph: شعبان المعظم کا مہینہ عظمتوں رفعتوں کا مہینہ ہے۔ اس کی عظمتوں کا اندازہ اس حدیث پاک "شعبان شھری ورمضان شھر اللہ" سے لگایا جا سکتا ہے۔ [8,1219,160,1244]
paragraph: علماء نے اس رات کی فضیلت کے بارے میں مختلف آراء بیان کی ہیں اور اس رات میں عبادت، دعا اور استغفار کی ترغیب دی گئی ہے۔ [678,447,806,472]
paragraph: اس کتاب کی حفاظت کا ذمہ خود اللہ تعالیٰ نے لیا ہے، زمانہ بدلتا رہے گا مگر قرآن کا ایک حرف بھی نہیں بدلا جا سکتا۔ [624,1014,931,1031]
paragraph: حضور ﷺ نے فرمایا جب شعبان کی پندرہویں رات آئے تو اس رات میں قیام کرو اور دن میں روزہ رکھو۔ [8,1388,160,1405]
paragraph: اس کتاب کی حفاظت کا ذمہ خود اللہ تعالیٰ نے لیا ہے، زمانہ بدلتا رہے گا مگر قرآن کا ایک حرف بھی نہیں بدلا جا سکتا۔ [624,1168,931,1184]
paragraph: شعبان المعظم کا مہینہ عظمتوں رفعتوں کا مہینہ ہے۔ اس کی عظمتوں کا اندازہ اس حدیث پاک "شعبان شھری ورمضان شھر اللہ" سے لگایا جا سکتا ہے۔ [163,1279,308,1304]
paragraph: علماء نے اس رات کی فضیلت کے بارے میں مختلف آراء بیان کی ہیں اور اس رات میں عبادت، دعا اور استغفار کی ترغیب دی گئی ہے۔ [145,370,276,395]
paragraph: علماء نے اس رات کی فضیلت کے بارے میں مختلف آراء بیان کی ہیں اور اس رات میں عبادت، دعا اور استغفار کی ترغیب دی گئی ہے۔ [678,329,806,355]
paragraph: اے لوگو جو ایمان لائے ہو اللہ تعالیٰ اور اس کے رسول ﷺ کے آگے پیش قدمی نہ کرو اور اللہ تعالیٰ سے ڈرا کرو بے شک اللہ تعالیٰ سب کچھ سننے والا سب کچھ جاننے والا ہے (سورہ الحجرات، آیت ۱) اللہ تعالیٰ امت مسلمہ کو اپنے نبی ﷺ کے متعلق آداب سکھاتا ہے کہ تمہیں اپنے [812,218,939,268]
paragraph: علماء نے اس رات کی فضیلت کے بارے میں مختلف آراء بیان کی ہیں اور اس رات میں عبادت، دعا اور استغفار کی ترغیب دی گئی ہے۔ [545,413,673,438]
paragraph: نصف شعبان کی رات کے بارے میں احادیث میں آیا ہے کہ اللہ تعالیٰ اپنی مخلوق پر نظر رحمت فرماتا ہے اور مشرک اور کینہ رکھنے والے کے سوا سب کی مغفرت فرما دیتا ہے۔ [8,451,139,485]
paragraph: شعبان المعظم کا مہینہ عظمتوں رفعتوں کا مہینہ ہے۔ اس کی عظمتوں کا اندازہ اس حدیث پاک "شعبان شھری ورمضان شھر اللہ" سے لگایا جا سکتا ہے۔ [314,1185,459,1211]
paragraph: اس کتاب کی حفاظت کا ذمہ خود اللہ تعالیٰ نے لیا ہے، زمانہ بدلتا رہے گا مگر قرآن کا ایک حرف بھی نہیں بدلا جا سکتا۔ [624,1436,931,1453]
paragraph: حضور ﷺ نے فرمایا جب شعبان کی پندرہویں رات آئے تو اس رات میں قیام کرو اور دن میں روزہ رکھو۔ [314,1448,459,1465]
paragraph: نصف شعبان کی رات کے بارے میں احادیث میں آیا ہے کہ اللہ تعالیٰ اپنی مخلوق پر نظر رحمت فرماتا ہے اور مشرک اور کینہ رکھنے والے کے سوا سب کی مغفرت فرما دیتا ہے۔ [8,804,139,838]
paragraph: اے لوگو جو ایمان لائے ہو اللہ تعالیٰ اور اس کے رسول ﷺ کے آگے پیش قدمی نہ کرو اور اللہ تعالیٰ سے ڈرا کرو بے شک اللہ تعالیٰ سب کچھ سننے والا سب کچھ جاننے والا ہے (سورہ الحجرات، آیت ۱) اللہ تعالیٰ امت مسلمہ کو اپنے نبی ﷺ کے متعلق آداب سکھاتا ہے کہ تمہیں اپنے [545,240,806,862]
paragraph: حضور ﷺ نے فرمایا جب شعبان کی پندرہویں رات آئے تو اس رات میں قیام کرو اور دن میں روزہ رکھو۔ [314,1354,459,1371]
paragraph: نصف شعبان کی رات کے بارے میں احادیث میں آیا ہے کہ اللہ تعالیٰ اپنی مخلوق پر نظر رحمت فرماتا ہے اور مشرک اور کینہ رکھنے والے کے سوا سب کی مغفرت فرما دیتا ہے۔ [411,693,539,727]
paragraph: شعبان المعظم کا مہینہ عظمتوں رفعتوں کا مہینہ ہے۔ اس کی عظمتوں کا اندازہ اس حدیث پاک "شعبان شھری ورمضان شھر اللہ" سے لگایا جا سکتا ہے۔ [314,1232,459,1258]
paragraph: علماء نے اس رات کی فضیلت کے بارے میں مختلف آراء بیان کی ہیں اور اس رات میں عبادت، دعا اور استغفار کی ترغیب دی گئی ہے۔ [278,565,406,590]
paragraph: اے لوگو جو ایمان لائے ہو اللہ تعالیٰ اور اس کے رسول ﷺ کے آگے پیش قدمی نہ کرو اور اللہ تعالیٰ سے ڈرا کرو بے شک اللہ تعالیٰ سب کچھ سننے والا سب کچھ جاننے والا ہے (سورہ الحجرات، آیت ۱) اللہ تعالیٰ امت مسلمہ کو اپنے نبی ﷺ کے متعلق آداب سکھاتا ہے کہ تمہیں اپنے [8,515,139,566]
paragraph: علماء نے اس رات کی فضیلت کے بارے میں مختلف آراء بیان کی ہیں اور اس رات میں عبادت، دعا اور استغفار کی ترغیب دی گئی ہے۔ [812,543,938,568]
paragraph: حضور ﷺ نے فرمایا جب شعبان کی پندرہویں رات آئے تو اس رات میں قیام کرو اور دن میں روزہ رکھو۔ [163,1072,308,1089]
paragraph: شعبان المعظم کا مہینہ عظمتوں رفعتوں کا مہینہ ہے۔ اس کی عظمتوں کا اندازہ اس حدیث پاک "شعبان شھری ورمضان شھر اللہ" سے لگایا جا سکتا ہے۔ [314,1091,459,1117]
paragraph: علماء نے اس رات کی فضیلت کے بارے میں مختلف آراء بیان کی ہیں اور اس رات میں عبادت، دعا اور استغفار کی ترغیب دی گئی ہے۔ [278,800,406,825]
paragraph: قرآن مجید اللہ تعالیٰ کا کلام ہے جو رسول اللہ ﷺ پر نازل ہوا اور قیامت تک کے لئے تمام انسانوں کے لئے ہدایت کا سرچشمہ ہے۔ [624,1148,931,1165]
paragraph: قرآن مجید اللہ تعالیٰ کا کلام ہے جو رسول اللہ ﷺ پر نازل ہوا اور قیامت تک کے لئے تمام انسانوں کے لئے ہدایت کا سرچشمہ ہے۔ [624,957,931,973]
lead-title: شب ۔ برات [381,58,702,131]
paragraph: نصف شعبان کی رات کے بارے میں احادیث میں آیا ہے کہ اللہ تعالیٰ اپنی مخلوق پر نظر رحمت فرماتا ہے اور مشرک اور کینہ رکھنے والے کے سوا سب کی مغفرت فرما دیتا ہے۔ [545,730,673,763]
paragraph: نصف شعبان کی رات کے بارے میں احادیث میں آیا ہے کہ اللہ تعالیٰ اپنی مخلوق پر نظر رحمت فرماتا ہے اور مشرک اور کینہ رکھنے والے کے سوا سب کی مغفرت فرما دیتا ہے۔ [812,389,938,423]
paragraph: حضور ﷺ نے فرمایا جب شعبان کی پندرہویں رات آئے تو اس رات میں قیام کرو اور دن میں روزہ رکھو۔ [163,1401,308,1418]
paragraph: شعبان المعظم کا مہینہ عظمتوں رفعتوں کا مہینہ ہے۔ اس کی عظمتوں کا اندازہ اس حدیث پاک "شعبان شھری ورمضان شھر اللہ" سے لگایا جا سکتا ہے۔ [314,1326,459,1351]
paragraph: اے لوگو جو ایمان لائے ہو اللہ تعالیٰ اور اس کے رسول ﷺ کے آگے پیش قدمی نہ کرو اور اللہ تعالیٰ سے ڈرا کرو بے شک اللہ تعالیٰ سب کچھ سننے والا سب کچھ جاننے والا ہے (سورہ الحجرات، آیت ۱) اللہ تعالیٰ امت مسلمہ کو اپنے نبی ﷺ کے متعلق آداب سکھاتا ہے کہ تمہیں اپنے [278,240,406,290]
paragraph: شعبان المعظم کا مہینہ عظمتوں رفعتوں کا مہینہ ہے۔ اس کی عظمتوں کا اندازہ اس حدیث پاک "شعبان شھری ورمضان شھر اللہ" سے لگایا جا سکتا ہے۔ [163,1232,308,1258]
paragraph: حضور ﷺ نے فرمایا جب شعبان کی پندرہویں رات آئے تو اس رات میں قیام کرو اور دن میں روزہ رکھو۔ [8,1153,160,1170]
lead-article-intro [812,218,938,875]
paragraph: نصف شعبان کی رات کے بارے میں احادیث میں آیا ہے کہ اللہ تعالیٰ اپنی مخلوق پر نظر رحمت فرماتا ہے اور مشرک اور کینہ رکھنے والے کے سوا سب کی مغفرت فرما دیتا ہے۔ [8,216,139,250]
paragraph: قرآن مجید اللہ تعالیٰ کا کلام ہے جو رسول اللہ ﷺ پر نازل ہوا اور قیامت تک کے لئے تمام انسانوں کے لئے ہدایت کا سرچشمہ ہے۔ [624,1417,931,1434]
issue-day: Sunday [387,10,417,19]
paragraph: شعبان المعظم کا مہینہ عظمتوں رفعتوں کا مہینہ ہے۔ اس کی عظمتوں کا اندازہ اس حدیث پاک "شعبان شھری ورمضان شھر اللہ" سے لگایا جا سکتا ہے۔ [314,1044,459,1070]
paragraph: علماء نے اس رات کی فضیلت کے بارے میں مختلف آراء بیان کی ہیں اور اس رات میں عبادت، دعا اور استغفار کی ترغیب دی گئی ہے۔ [8,252,139,277]
paragraph: اس کتاب کی حفاظت کا ذمہ خود اللہ تعالیٰ نے لیا ہے، زمانہ بدلتا رہے گا مگر قرآن کا ایک حرف بھی نہیں بدلا جا سکتا۔ [624,1283,931,1299]
paragraph: قرآن مجید اللہ تعالیٰ کا کلام ہے جو رسول اللہ ﷺ پر نازل ہوا اور قیامت تک کے لئے تمام انسانوں کے لئے ہدایت کا سرچشمہ ہے۔ [624,1033,931,1050]
article-two-continued [8,891,160,1473]
paragraph: علماء نے اس رات کی فضیلت کے بارے میں مختلف آراء بیان کی ہیں اور اس رات میں عبادت، دعا اور استغفار کی ترغیب دی گئی ہے۔ [145,605,276,630]
paragraph: اے لوگو جو ایمان لائے ہو اللہ تعالیٰ اور اس کے رسول ﷺ کے آگے پیش قدمی نہ کرو اور اللہ تعالیٰ سے ڈرا کرو بے شک اللہ تعالیٰ سب کچھ سننے والا سب کچھ جاننے والا ہے (سورہ الحجرات، آیت ۱) اللہ تعالیٰ امت مسلمہ کو اپنے نبی ﷺ کے متعلق آداب سکھاتا ہے کہ تمہیں اپنے [678,240,807,290]
paragraph: اے لوگو جو ایمان لائے ہو اللہ تعالیٰ اور اس کے رسول ﷺ کے آگے پیش قدمی نہ کرو اور اللہ تعالیٰ سے ڈرا کرو بے شک اللہ تعالیٰ سب کچھ سننے والا سب کچھ جاننے والا ہے (سورہ الحجرات، آیت ۱) اللہ تعالیٰ امت مسلمہ کو اپنے نبی ﷺ کے متعلق آداب سکھاتا ہے کہ تمہیں اپنے [812,453,939,504]
paragraph: علماء نے اس رات کی فضیلت کے بارے میں مختلف آراء بیان کی ہیں اور اس رات میں عبادت، دعا اور استغفار کی ترغیب دی گئی ہے۔ [812,425,938,450]
paragraph: اے لوگو جو ایمان لائے ہو اللہ تعالیٰ اور اس کے رسول ﷺ کے آگے پیش قدمی نہ کرو اور اللہ تعالیٰ سے ڈرا کرو بے شک اللہ تعالیٰ سب کچھ سننے والا سب کچھ جاننے والا ہے (سورہ الحجرات، آیت ۱) اللہ تعالیٰ امت مسلمہ کو اپنے نبی ﷺ کے متعلق آداب سکھاتا ہے کہ تمہیں اپنے [545,323,673,374]
paragraph: حضور ﷺ نے فرمایا جب شعبان کی پندرہویں رات آئے تو اس رات میں قیام کرو اور دن میں روزہ رکھو۔ [163,1119,308,1136]
paragraph: علماء نے اس رات کی فضیلت کے بارے میں مختلف آراء بیان کی ہیں اور اس رات میں عبادت، دعا اور استغفار کی ترغیب دی گئی ہے۔ [411,376,539,402]
author-photo [812,45,938,175]
paragraph: علماء نے اس رات کی فضیلت کے بارے میں مختلف آراء بیان کی ہیں اور اس رات میں عبادت، دعا اور استغفار کی ترغیب دی گئی ہے۔ [8,370,139,395]
paragraph: قرآن مجید اللہ تعالیٰ کا کلام ہے جو رسول اللہ ﷺ پر نازل ہوا اور قیامت تک کے لئے تمام انسانوں کے لئے ہدایت کا سرچشمہ ہے۔ [624,1302,931,1318]
paragraph: شعبان المعظم کا مہینہ عظمتوں رفعتوں کا مہینہ ہے۔ اس کی عظمتوں کا اندازہ اس حدیث پاک "شعبان شھری ورمضان شھر اللہ" سے لگایا جا سکتا ہے۔ [163,1091,308,1117]
paragraph: اے لوگو جو ایمان لائے ہو اللہ تعالیٰ اور اس کے رسول ﷺ کے آگے پیش قدمی نہ کرو اور اللہ تعالیٰ سے ڈرا کرو بے شک اللہ تعالیٰ سب کچھ سننے والا سب کچھ جاننے والا ہے (سورہ الحجرات، آیت ۱) اللہ تعالیٰ امت مسلمہ کو اپنے نبی ﷺ کے متعلق آداب سکھاتا ہے کہ تمہیں اپنے [8,751,139,802]
paragraph: شعبان المعظم کا مہینہ عظمتوں رفعتوں کا مہینہ ہے۔ اس کی عظمتوں کا اندازہ اس حدیث پاک "شعبان شھری ورمضان شھر اللہ" سے لگایا جا سکتا ہے۔ [314,1279,459,1304]
paragraph: اس کتاب کی حفاظت کا ذمہ خود اللہ تعالیٰ نے لیا ہے، زمانہ بدلتا رہے گا مگر قرآن کا ایک حرف بھی نہیں بدلا جا سکتا۔ [624,1091,931,1107]
paragraph: نصف شعبان کی رات کے بارے میں احادیث میں آیا ہے کہ اللہ تعالیٰ اپنی مخلوق پر نظر رحمت فرماتا ہے اور مشرک اور کینہ رکھنے والے کے سوا سب کی مغفرت فرما دیتا ہے۔ [411,340,539,374]
paragraph: نصف شعبان کی رات کے بارے میں احادیث میں آیا ہے کہ اللہ تعالیٰ اپنی مخلوق پر نظر رحمت فرماتا ہے اور مشرک اور کینہ رکھنے والے کے سوا سب کی مغفرت فرما دیتا ہے۔ [545,376,673,410]
paragraph: شعبان المعظم کا مہینہ عظمتوں رفعتوں کا مہینہ ہے۔ اس کی عظمتوں کا اندازہ اس حدیث پاک "شعبان شھری ورمضان شھر اللہ" سے لگایا جا سکتا ہے۔ [163,998,308,1023]
paragraph: اس کتاب کی حفاظت کا ذمہ خود اللہ تعالیٰ نے لیا ہے، زمانہ بدلتا رہے گا مگر قرآن کا ایک حرف بھی نہیں بدلا جا سکتا۔ [624,1321,931,1338]
paragraph: شعبان المعظم کا مہینہ عظمتوں رفعتوں کا مہینہ ہے۔ اس کی عظمتوں کا اندازہ اس حدیث پاک "شعبان شھری ورمضان شھر اللہ" سے لگایا جا سکتا ہے۔ [465,1185,610,1211]
paragraph: علماء نے اس رات کی فضیلت کے بارے میں مختلف آراء بیان کی ہیں اور اس رات میں عبادت، دعا اور استغفار کی ترغیب دی گئی ہے۔ [545,531,673,556]
paragraph: حضور ﷺ نے فرمایا جب شعبان کی پندرہویں رات آئے تو اس رات میں قیام کرو اور دن میں روزہ رکھو۔ [314,1307,459,1324]
paragraph: نصف شعبان کی رات کے بارے میں احادیث میں آیا ہے کہ اللہ تعالیٰ اپنی مخلوق پر نظر رحمت فرماتا ہے اور مشرک اور کینہ رکھنے والے کے سوا سب کی مغفرت فرما دیتا ہے۔ [545,494,673,528]
paragraph: حضور ﷺ نے فرمایا جب شعبان کی پندرہویں رات آئے تو اس رات میں قیام کرو اور دن میں روزہ رکھو۔ [163,1307,308,1324]
lead-author: ریاض فردوسی، پٹنہ [812,180,938,214]
paragraph: اے لوگو جو ایمان لائے ہو اللہ تعالیٰ اور اس کے رسول ﷺ کے آگے پیش قدمی نہ کرو اور اللہ تعالیٰ سے ڈرا کرو بے شک اللہ تعالیٰ سب کچھ سننے والا سب کچھ جاننے والا ہے (سورہ الحجرات، آیت ۱) اللہ تعالیٰ امت مسلمہ کو اپنے نبی ﷺ کے متعلق آداب سکھاتا ہے کہ تمہیں اپنے [545,441,673,492]
paragraph: حضور ﷺ نے فرمایا جب شعبان کی پندرہویں رات آئے تو اس رات میں قیام کرو اور دن میں روزہ رکھو۔ [465,1119,610,1136]
paragraph: حضور ﷺ نے فرمایا جب شعبان کی پندرہویں رات آئے تو اس رات میں قیام کرو اور دن میں روزہ رکھو۔ [163,1448,308,1465]
paragraph: حضور ﷺ نے فرمایا جب شعبان کی پندرہویں رات آئے تو اس رات میں قیام کرو اور دن میں روزہ رکھو۔ [8,918,160,935]
paragraph: اس کتاب کی حفاظت کا ذمہ خود اللہ تعالیٰ نے لیا ہے، زمانہ بدلتا رہے گا مگر قرآن کا ایک حرف بھی نہیں بدلا جا سکتا۔ [624,976,931,992]
article-three-author: جلیس فاطمہ ناصر [730,932,825,946]
paragraph: نصف شعبان کی رات کے بارے میں احادیث میں آیا ہے کہ اللہ تعالیٰ اپنی مخلوق پر نظر رحمت فرماتا ہے اور مشرک اور کینہ رکھنے والے کے سوا سب کی مغفرت فرما دیتا ہے۔ [812,271,938,305]
paragraph: نصف شعبان کی رات کے بارے میں احادیث میں آیا ہے کہ اللہ تعالیٰ اپنی مخلوق پر نظر رحمت فرماتا ہے اور مشرک اور کینہ رکھنے والے کے سوا سب کی مغفرت فرما دیتا ہے۔ [678,293,806,327]
paragraph: نصف شعبان کی رات کے بارے میں احادیث میں آیا ہے کہ اللہ تعالیٰ اپنی مخلوق پر نظر رحمت فرماتا ہے اور مشرک اور کینہ رکھنے والے کے سوا سب کی مغفرت فرما دیتا ہے۔ [545,259,673,292]
paragraph: اے لوگو جو ایمان لائے ہو اللہ تعالیٰ اور اس کے رسول ﷺ کے آگے پیش قدمی نہ کرو اور اللہ تعالیٰ سے ڈرا کرو بے شک اللہ تعالیٰ سب کچھ سننے والا سب کچھ جاننے والا ہے (سورہ الحجرات، آیت ۱) اللہ تعالیٰ امت مسلمہ کو اپنے نبی ﷺ کے متعلق آداب سکھاتا ہے کہ تمہیں اپنے [411,640,540,691]
paragraph: نصف شعبان کی رات کے بارے میں احادیث میں آیا ہے کہ اللہ تعالیٰ اپنی مخلوق پر نظر رحمت فرماتا ہے اور مشرک اور کینہ رکھنے والے کے سوا سب کی مغفرت فرما دیتا ہے۔ [145,569,276,603]
paragraph: اے لوگو جو ایمان لائے ہو اللہ تعالیٰ اور اس کے رسول ﷺ کے آگے پیش قدمی نہ کرو اور اللہ تعالیٰ سے ڈرا کرو بے شک اللہ تعالیٰ سب کچھ سننے والا سب کچھ جاننے والا ہے (سورہ الحجرات، آیت ۱) اللہ تعالیٰ امت مسلمہ کو اپنے نبی ﷺ کے متعلق آداب سکھاتا ہے کہ تمہیں اپنے [411,522,540,573]
paragraph: شعبان المعظم کا مہینہ عظمتوں رفعتوں کا مہینہ ہے۔ اس کی عظمتوں کا اندازہ اس حدیث پاک "شعبان شھری ورمضان شھر اللہ" سے لگایا جا سکتا ہے۔ [465,1279,610,1304]
paragraph: اے لوگو جو ایمان لائے ہو اللہ تعالیٰ اور اس کے رسول ﷺ کے آگے پیش قدمی نہ کرو اور اللہ تعالیٰ سے ڈرا کرو بے شک اللہ تعالیٰ سب کچھ سننے والا سب کچھ جاننے والا ہے (سورہ الحجرات، آیت ۱) اللہ تعالیٰ امت مسلمہ کو اپنے نبی ﷺ کے متعلق آداب سکھاتا ہے کہ تمہیں اپنے [8,45,139,95]
paragraph: علماء نے اس رات کی فضیلت کے بارے میں مختلف آراء بیان کی ہیں اور اس رات میں عبادت، دعا اور استغفار کی ترغیب دی گئی ہے۔ [545,648,673,673]
article-three-body [624,957,931,1462]
paragraph: علماء نے اس رات کی فضیلت کے بارے میں مختلف آراء بیان کی ہیں اور اس رات میں عبادت، دعا اور استغفار کی ترغیب دی گئی ہے۔ [278,329,406,355]
paragraph: حضور ﷺ نے فرمایا جب شعبان کی پندرہویں رات آئے تو اس رات میں قیام کرو اور دن میں روزہ رکھو۔ [314,1025,459,1042]
paragraph: اس کتاب کی حفاظت کا ذمہ خود اللہ تعالیٰ نے لیا ہے، زمانہ بدلتا رہے گا مگر قرآن کا ایک حرف بھی نہیں بدلا جا سکتا۔ [624,1206,931,1223]
paragraph: علماء نے اس رات کی فضیلت کے بارے میں مختلف آراء بیان کی ہیں اور اس رات میں عبادت، دعا اور استغفار کی ترغیب دی گئی ہے۔ [8,134,139,160]
paragraph: حضور ﷺ نے فرمایا جب شعبان کی پندرہویں رات آئے تو اس رات میں قیام کرو اور دن میں روزہ رکھو۔ [465,1448,610,1465]
paragraph: اے لوگو جو ایمان لائے ہو اللہ تعالیٰ اور اس کے رسول ﷺ کے آگے پیش قدمی نہ کرو اور اللہ تعالیٰ سے ڈرا کرو بے شک اللہ تعالیٰ سب کچھ سننے والا سب کچھ جاننے والا ہے (سورہ الحجرات، آیت ۱) اللہ تعالیٰ امت مسلمہ کو اپنے نبی ﷺ کے متعلق آداب سکھاتا ہے کہ تمہیں اپنے [145,162,276,213]
paragraph: شعبان المعظم کا مہینہ عظمتوں رفعتوں کا مہینہ ہے۔ اس کی عظمتوں کا اندازہ اس حدیث پاک "شعبان شھری ورمضان شھر اللہ" سے لگایا جا سکتا ہے۔ [8,1172,160,1197]
paragraph: اے لوگو جو ایمان لائے ہو اللہ تعالیٰ اور اس کے رسول ﷺ کے آگے پیش قدمی نہ کرو اور اللہ تعالیٰ سے ڈرا کرو بے شک اللہ تعالیٰ سب کچھ سننے والا سب کچھ جاننے والا ہے (سورہ الحجرات، آیت ۱) اللہ تعالیٰ امت مسلمہ کو اپنے نبی ﷺ کے متعلق آداب سکھاتا ہے کہ تمہیں اپنے [145,515,276,566]
paragraph: قرآن مجید اللہ تعالیٰ کا کلام ہے جو رسول اللہ ﷺ پر نازل ہوا اور قیامت تک کے لئے تمام انسانوں کے لئے ہدایت کا سرچشمہ ہے۔ [624,1225,931,1242]
paragraph: قرآن مجید اللہ تعالیٰ کا کلام ہے جو رسول اللہ ﷺ پر نازل ہوا اور قیامت تک کے لئے تمام انسانوں کے لئے ہدایت کا سرچشمہ ہے۔ [624,1379,931,1395]
paragraph: حضور ﷺ نے فرمایا جب شعبان کی پندرہویں رات آئے تو اس رات میں قیام کرو اور دن میں روزہ رکھو۔ [465,1025,610,1042]
paragraph: اے لوگو جو ایمان لائے ہو اللہ تعالیٰ اور اس کے رسول ﷺ کے آگے پیش قدمی نہ کرو اور اللہ تعالیٰ سے ڈرا کرو بے شک اللہ تعالیٰ سب کچھ سننے والا سب کچھ جاننے والا ہے (سورہ الحجرات، آیت ۱) اللہ تعالیٰ امت مسلمہ کو اپنے نبی ﷺ کے متعلق آداب سکھاتا ہے کہ تمہیں اپنے [545,794,673,845]
paragraph: علماء نے اس رات کی فضیلت کے بارے میں مختلف آراء بیان کی ہیں اور اس رات میں عبادت، دعا اور استغفار کی ترغیب دی گئی ہے۔ [278,683,406,708]
paragraph: شعبان المعظم کا مہینہ عظمتوں رفعتوں کا مہینہ ہے۔ اس کی عظمتوں کا اندازہ اس حدیث پاک "شعبان شھری ورمضان شھر اللہ" سے لگایا جا سکتا ہے۔ [8,1078,160,1104]
paragraph: حضور ﷺ نے فرمایا جب شعبان کی پندرہویں رات آئے تو اس رات میں قیام کرو اور دن میں روزہ رکھو۔ [163,1025,308,1042]
paragraph: شعبان المعظم کا مہینہ عظمتوں رفعتوں کا مہینہ ہے۔ اس کی عظمتوں کا اندازہ اس حدیث پاک "شعبان شھری ورمضان شھر اللہ" سے لگایا جا سکتا ہے۔ [465,1373,610,1398]
paragraph: حضور ﷺ نے فرمایا جب شعبان کی پندرہویں رات آئے تو اس رات میں قیام کرو اور دن میں روزہ رکھو۔ [314,1260,459,1277]
paragraph: حضور ﷺ نے فرمایا جب شعبان کی پندرہویں رات آئے تو اس رات میں قیام کرو اور دن میں روزہ رکھو۔ [314,1119,459,1136]
paragraph: شعبان المعظم کا مہینہ عظمتوں رفعتوں کا مہینہ ہے۔ اس کی عظمتوں کا اندازہ اس حدیث پاک "شعبان شھری ورمضان شھر اللہ" سے لگایا جا سکتا ہے۔ [314,1373,459,1398]
paragraph: شعبان المعظم کا مہینہ عظمتوں رفعتوں کا مہینہ ہے۔ اس کی عظمتوں کا اندازہ اس حدیث پاک "شعبان شھری ورمضان شھر اللہ" سے لگایا جا سکتا ہے۔ [8,937,160,963]
paragraph: شعبان المعظم کا مہینہ عظمتوں رفعتوں کا مہینہ ہے۔ اس کی عظمتوں کا اندازہ اس حدیث پاک "شعبان شھری ورمضان شھر اللہ" سے لگایا جا سکتا ہے۔ [465,1138,610,1164]
paragraph: شعبان المعظم کا مہینہ عظمتوں رفعتوں کا مہینہ ہے۔ اس کی عظمتوں کا اندازہ اس حدیث پاک "شعبان شھری ورمضان شھر اللہ" سے لگایا جا سکتا ہے۔ [8,984,160,1010]
paragraph: علماء نے اس رات کی فضیلت کے بارے میں مختلف آراء بیان کی ہیں اور اس رات میں عبادت، دعا اور استغفار کی ترغیب دی گئی ہے۔ [145,134,276,160]
paragraph: شعبان المعظم کا مہینہ عظمتوں رفعتوں کا مہینہ ہے۔ اس کی عظمتوں کا اندازہ اس حدیث پاک "شعبان شھری ورمضان شھر اللہ" سے لگایا جا سکتا ہے۔ [8,1313,160,1338]
paragraph: حضور ﷺ نے فرمایا جب شعبان کی پندرہویں رات آئے تو اس رات میں قیام کرو اور دن میں روزہ رکھو۔ [465,1401,610,1418]
